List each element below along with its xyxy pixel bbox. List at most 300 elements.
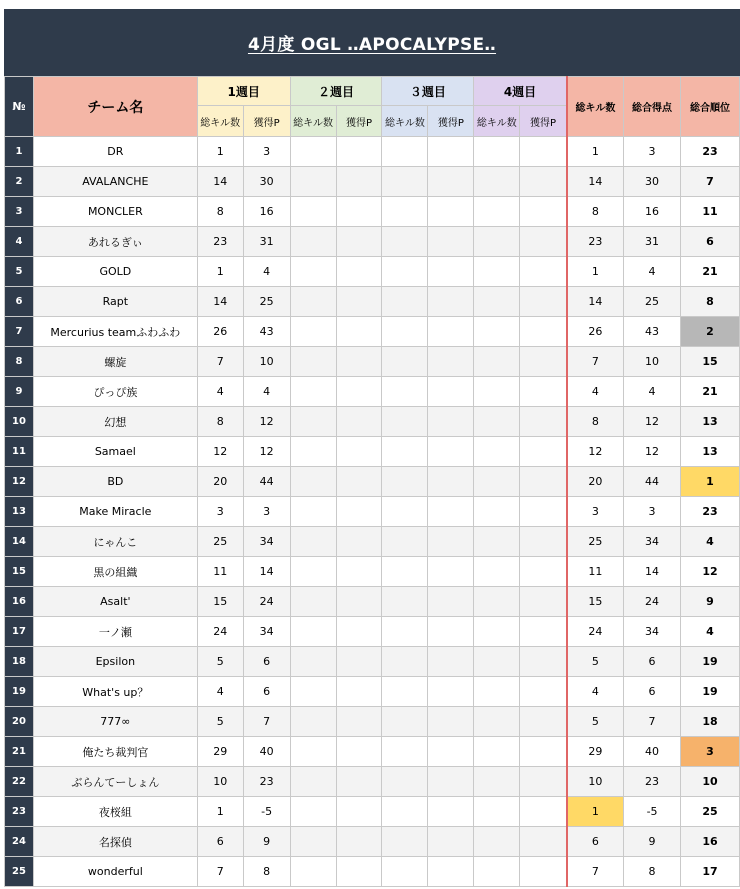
row-number: 9 [5,377,34,407]
week-1-kills-cell: 6 [197,827,243,857]
week-4-kills-cell [474,257,520,287]
week-3-kills-cell [382,317,428,347]
week-4-points-cell [520,407,567,437]
week-2-kills-cell [290,287,336,317]
team-name-cell: 幻想 [33,407,197,437]
header-week-2-kills: 総キル数 [290,106,336,137]
total-kills-cell: 12 [567,437,624,467]
total-points-cell: 6 [624,647,681,677]
week-3-points-cell [428,287,474,317]
week-1-kills-cell: 4 [197,377,243,407]
team-name-cell: Mercurius teamふわふわ [33,317,197,347]
week-1-kills-cell: 12 [197,437,243,467]
week-3-kills-cell [382,257,428,287]
total-kills-cell: 5 [567,707,624,737]
team-name-cell: 名探偵 [33,827,197,857]
header-week-1-kills: 総キル数 [197,106,243,137]
week-1-kills-cell: 7 [197,347,243,377]
week-4-kills-cell [474,617,520,647]
total-points-cell: 25 [624,287,681,317]
total-kills-cell: 11 [567,557,624,587]
total-rank-cell: 10 [681,767,740,797]
table-row [5,317,740,347]
row-number: 6 [5,287,34,317]
week-2-points-cell [336,827,382,857]
total-points-cell: 6 [624,677,681,707]
table-row [5,527,740,557]
week-1-kills-cell: 26 [197,317,243,347]
week-4-kills-cell [474,827,520,857]
week-3-points-cell [428,347,474,377]
week-3-points-cell [428,797,474,827]
week-1-points-cell: 12 [243,437,290,467]
table-row [5,557,740,587]
row-number: 20 [5,707,34,737]
week-4-kills-cell [474,587,520,617]
week-3-kills-cell [382,767,428,797]
week-1-points-cell: 16 [243,197,290,227]
total-rank-cell: 19 [681,677,740,707]
row-number: 1 [5,137,34,167]
week-4-points-cell [520,827,567,857]
week-3-points-cell [428,557,474,587]
row-number: 22 [5,767,34,797]
week-2-points-cell [336,407,382,437]
team-name-cell: 俺たち裁判官 [33,737,197,767]
week-3-points-cell [428,857,474,887]
week-1-points-cell: 6 [243,677,290,707]
week-1-points-cell: 3 [243,137,290,167]
week-2-points-cell [336,467,382,497]
table-row [5,167,740,197]
week-4-kills-cell [474,437,520,467]
week-2-points-cell [336,677,382,707]
week-2-points-cell [336,797,382,827]
week-2-points-cell [336,617,382,647]
week-2-kills-cell [290,587,336,617]
week-2-points-cell [336,287,382,317]
team-name-cell: BD [33,467,197,497]
week-1-points-cell: 4 [243,257,290,287]
table-row [5,707,740,737]
row-number: 15 [5,557,34,587]
total-points-cell: -5 [624,797,681,827]
week-4-points-cell [520,257,567,287]
week-4-kills-cell [474,137,520,167]
week-2-points-cell [336,317,382,347]
week-1-points-cell: 34 [243,617,290,647]
week-2-kills-cell [290,317,336,347]
table-row [5,767,740,797]
row-number: 11 [5,437,34,467]
week-1-kills-cell: 8 [197,407,243,437]
total-rank-cell: 18 [681,707,740,737]
week-1-kills-cell: 4 [197,677,243,707]
row-number: 17 [5,617,34,647]
week-2-points-cell [336,737,382,767]
week-1-kills-cell: 5 [197,707,243,737]
total-points-cell: 34 [624,527,681,557]
total-points-cell: 7 [624,707,681,737]
week-4-points-cell [520,227,567,257]
week-1-kills-cell: 1 [197,137,243,167]
week-4-kills-cell [474,197,520,227]
total-kills-cell: 24 [567,617,624,647]
total-rank-cell: 13 [681,407,740,437]
week-2-points-cell [336,857,382,887]
header-week-4: 4週目 [474,77,567,106]
row-number: 3 [5,197,34,227]
week-3-points-cell [428,647,474,677]
week-3-kills-cell [382,137,428,167]
week-2-kills-cell [290,407,336,437]
team-name-cell: 夜桜組 [33,797,197,827]
total-kills-cell: 7 [567,857,624,887]
week-1-points-cell: 8 [243,857,290,887]
week-4-kills-cell [474,497,520,527]
week-1-points-cell: 14 [243,557,290,587]
total-kills-cell: 14 [567,287,624,317]
total-rank-cell: 7 [681,167,740,197]
week-3-points-cell [428,617,474,647]
week-3-points-cell [428,377,474,407]
week-2-kills-cell [290,257,336,287]
week-4-points-cell [520,587,567,617]
row-number: 5 [5,257,34,287]
total-points-cell: 12 [624,407,681,437]
week-1-points-cell: 25 [243,287,290,317]
total-points-cell: 3 [624,497,681,527]
total-rank-cell: 2 [681,317,740,347]
week-4-points-cell [520,527,567,557]
total-kills-cell: 10 [567,767,624,797]
week-3-kills-cell [382,557,428,587]
title-banner [4,9,740,76]
week-4-points-cell [520,737,567,767]
week-4-kills-cell [474,347,520,377]
row-number: 13 [5,497,34,527]
week-3-kills-cell [382,377,428,407]
total-kills-cell: 1 [567,257,624,287]
week-1-kills-cell: 23 [197,227,243,257]
week-3-points-cell [428,137,474,167]
table-row [5,647,740,677]
total-rank-cell: 16 [681,827,740,857]
week-3-points-cell [428,767,474,797]
total-rank-cell: 23 [681,137,740,167]
total-kills-cell: 8 [567,407,624,437]
table-row [5,797,740,827]
week-2-kills-cell [290,167,336,197]
week-4-kills-cell [474,377,520,407]
week-2-points-cell [336,377,382,407]
row-number: 18 [5,647,34,677]
week-1-points-cell: -5 [243,797,290,827]
week-2-kills-cell [290,797,336,827]
week-2-kills-cell [290,617,336,647]
table-row [5,857,740,887]
week-1-kills-cell: 14 [197,287,243,317]
total-points-cell: 43 [624,317,681,347]
week-2-points-cell [336,497,382,527]
total-points-cell: 40 [624,737,681,767]
week-3-kills-cell [382,347,428,377]
table-row [5,347,740,377]
week-3-kills-cell [382,287,428,317]
week-4-points-cell [520,617,567,647]
week-2-kills-cell [290,197,336,227]
week-3-points-cell [428,677,474,707]
week-3-kills-cell [382,227,428,257]
week-1-kills-cell: 20 [197,467,243,497]
week-3-kills-cell [382,827,428,857]
total-rank-cell: 13 [681,437,740,467]
week-4-kills-cell [474,557,520,587]
header-week-3-kills: 総キル数 [382,106,428,137]
week-4-points-cell [520,197,567,227]
week-1-kills-cell: 11 [197,557,243,587]
week-1-points-cell: 34 [243,527,290,557]
total-kills-cell: 7 [567,347,624,377]
team-name-cell: ぶらんてーしょん [33,767,197,797]
week-3-kills-cell [382,587,428,617]
header-week-1: 1週目 [197,77,290,106]
week-3-kills-cell [382,197,428,227]
row-number: 19 [5,677,34,707]
table-row [5,137,740,167]
week-1-points-cell: 4 [243,377,290,407]
week-1-kills-cell: 1 [197,257,243,287]
team-name-cell: あれるぎぃ [33,227,197,257]
week-1-points-cell: 24 [243,587,290,617]
table-row [5,377,740,407]
total-kills-cell: 6 [567,827,624,857]
team-name-cell: DR [33,137,197,167]
total-rank-cell: 25 [681,797,740,827]
table-row [5,587,740,617]
week-4-points-cell [520,497,567,527]
week-1-points-cell: 12 [243,407,290,437]
header-week-1-points: 獲得P [243,106,290,137]
week-4-kills-cell [474,767,520,797]
total-points-cell: 4 [624,257,681,287]
team-name-cell: 777∞ [33,707,197,737]
total-kills-cell: 1 [567,137,624,167]
header-team-name: チーム名 [33,77,197,137]
week-1-kills-cell: 24 [197,617,243,647]
week-2-kills-cell [290,437,336,467]
week-2-kills-cell [290,737,336,767]
week-3-kills-cell [382,437,428,467]
team-name-cell: Epsilon [33,647,197,677]
week-3-kills-cell [382,737,428,767]
week-1-kills-cell: 15 [197,587,243,617]
row-number: 23 [5,797,34,827]
week-1-points-cell: 44 [243,467,290,497]
total-rank-cell: 1 [681,467,740,497]
total-kills-cell: 26 [567,317,624,347]
week-2-kills-cell [290,467,336,497]
week-1-kills-cell: 7 [197,857,243,887]
team-name-cell: 螺旋 [33,347,197,377]
week-2-kills-cell [290,857,336,887]
week-4-kills-cell [474,857,520,887]
week-4-kills-cell [474,227,520,257]
week-1-points-cell: 23 [243,767,290,797]
week-1-kills-cell: 5 [197,647,243,677]
total-rank-cell: 4 [681,617,740,647]
week-4-points-cell [520,677,567,707]
week-4-points-cell [520,137,567,167]
table-row [5,197,740,227]
week-2-kills-cell [290,647,336,677]
total-kills-cell: 29 [567,737,624,767]
table-row [5,437,740,467]
sheet-title: 4月度 OGL ‥APOCALYPSE‥ [247,35,497,55]
week-3-points-cell [428,467,474,497]
week-3-kills-cell [382,617,428,647]
week-1-points-cell: 30 [243,167,290,197]
week-3-kills-cell [382,797,428,827]
week-4-points-cell [520,347,567,377]
row-number: 21 [5,737,34,767]
total-rank-cell: 21 [681,377,740,407]
week-2-points-cell [336,527,382,557]
week-3-points-cell [428,737,474,767]
ranking-table [4,76,740,887]
row-number: 14 [5,527,34,557]
week-3-points-cell [428,197,474,227]
header-week-4-points: 獲得P [520,106,567,137]
total-rank-cell: 11 [681,197,740,227]
total-kills-cell: 3 [567,497,624,527]
team-name-cell: 一ノ瀬 [33,617,197,647]
total-kills-cell: 25 [567,527,624,557]
week-4-points-cell [520,767,567,797]
header-total-rank: 総合順位 [681,77,740,137]
week-3-points-cell [428,257,474,287]
week-3-kills-cell [382,527,428,557]
week-2-points-cell [336,197,382,227]
week-3-points-cell [428,437,474,467]
week-2-kills-cell [290,137,336,167]
week-3-kills-cell [382,467,428,497]
total-rank-cell: 4 [681,527,740,557]
week-3-kills-cell [382,857,428,887]
week-4-kills-cell [474,707,520,737]
total-points-cell: 44 [624,467,681,497]
header-week-3-points: 獲得P [428,106,474,137]
row-number: 25 [5,857,34,887]
week-2-kills-cell [290,707,336,737]
row-number: 7 [5,317,34,347]
week-2-points-cell [336,587,382,617]
row-number: 4 [5,227,34,257]
total-kills-cell: 14 [567,167,624,197]
week-1-kills-cell: 29 [197,737,243,767]
week-4-kills-cell [474,647,520,677]
total-points-cell: 16 [624,197,681,227]
total-points-cell: 8 [624,857,681,887]
total-rank-cell: 6 [681,227,740,257]
week-4-points-cell [520,707,567,737]
total-rank-cell: 21 [681,257,740,287]
week-3-points-cell [428,827,474,857]
table-row [5,827,740,857]
week-2-points-cell [336,257,382,287]
week-2-kills-cell [290,347,336,377]
week-3-kills-cell [382,707,428,737]
row-number: 12 [5,467,34,497]
week-3-points-cell [428,497,474,527]
week-3-kills-cell [382,167,428,197]
table-row [5,497,740,527]
week-4-kills-cell [474,167,520,197]
week-4-points-cell [520,797,567,827]
week-2-points-cell [336,347,382,377]
total-points-cell: 24 [624,587,681,617]
week-1-kills-cell: 3 [197,497,243,527]
team-name-cell: Asalt' [33,587,197,617]
total-kills-cell: 4 [567,377,624,407]
total-rank-cell: 12 [681,557,740,587]
week-3-points-cell [428,317,474,347]
week-2-kills-cell [290,677,336,707]
total-kills-cell: 15 [567,587,624,617]
week-2-points-cell [336,707,382,737]
total-points-cell: 10 [624,347,681,377]
week-1-kills-cell: 25 [197,527,243,557]
week-1-points-cell: 3 [243,497,290,527]
team-name-cell: MONCLER [33,197,197,227]
week-2-points-cell [336,167,382,197]
total-points-cell: 4 [624,377,681,407]
header-no: № [5,77,34,137]
week-3-kills-cell [382,677,428,707]
total-rank-cell: 17 [681,857,740,887]
week-2-kills-cell [290,767,336,797]
total-rank-cell: 19 [681,647,740,677]
week-1-points-cell: 31 [243,227,290,257]
header-week-3: ３週目 [382,77,474,106]
header-total-kills: 総キル数 [567,77,624,137]
week-2-kills-cell [290,497,336,527]
week-4-points-cell [520,467,567,497]
total-rank-cell: 8 [681,287,740,317]
total-kills-cell: 8 [567,197,624,227]
total-rank-cell: 3 [681,737,740,767]
team-name-cell: ぴっぴ族 [33,377,197,407]
header-week-4-kills: 総キル数 [474,106,520,137]
row-number: 16 [5,587,34,617]
week-3-kills-cell [382,497,428,527]
header-week-2: ２週目 [290,77,382,106]
week-2-kills-cell [290,377,336,407]
week-4-kills-cell [474,527,520,557]
week-3-points-cell [428,167,474,197]
week-4-points-cell [520,287,567,317]
week-1-kills-cell: 8 [197,197,243,227]
week-2-kills-cell [290,227,336,257]
team-name-cell: What's up？ [33,677,197,707]
week-4-points-cell [520,557,567,587]
week-2-points-cell [336,137,382,167]
total-points-cell: 30 [624,167,681,197]
week-1-points-cell: 40 [243,737,290,767]
header-total-points: 総合得点 [624,77,681,137]
week-3-kills-cell [382,407,428,437]
week-1-points-cell: 43 [243,317,290,347]
